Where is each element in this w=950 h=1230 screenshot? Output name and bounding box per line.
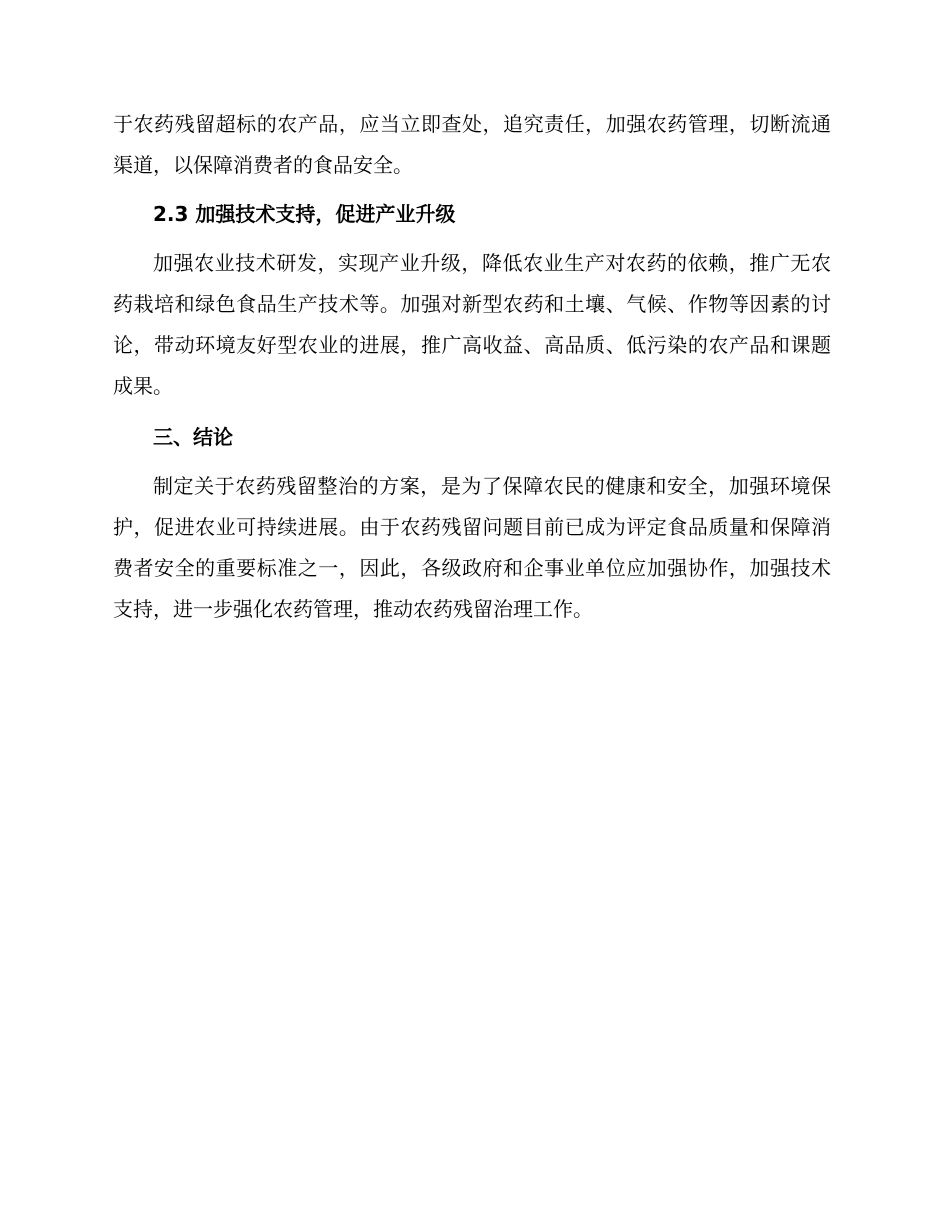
section-heading-conclusion: 三、结论 <box>153 425 233 449</box>
paragraph-continuation: 于农药残留超标的农产品，应当立即查处，追究责任，加强农药管理，切断流通渠道，以保障消费者的食品安全。 <box>113 112 831 177</box>
paragraph-tech-support: 加强农业技术研发，实现产业升级，降低农业生产对农药的依赖，推广无农药栽培和绿色食品生产技术等。加强对新型农药和土壤、气候、作物等因素的讨论，带动环境友好型农业的进展，推广高收益、高品质、低污染的农产品和课题成果。 <box>113 251 831 398</box>
paragraph-conclusion: 制定关于农药残留整治的方案，是为了保障农民的健康和安全，加强环境保护，促进农业可持续进展。由于农药残留问题目前已成为评定食品质量和保障消费者安全的重要标准之一，因此，各级政府和企事业单位应加强协作，加强技术支持，进一步强化农药管理，推动农药残留治理工作。 <box>113 474 831 621</box>
document-body <box>113 104 831 630</box>
section-heading-2-3: 2.3 加强技术支持，促进产业升级 <box>153 202 456 226</box>
